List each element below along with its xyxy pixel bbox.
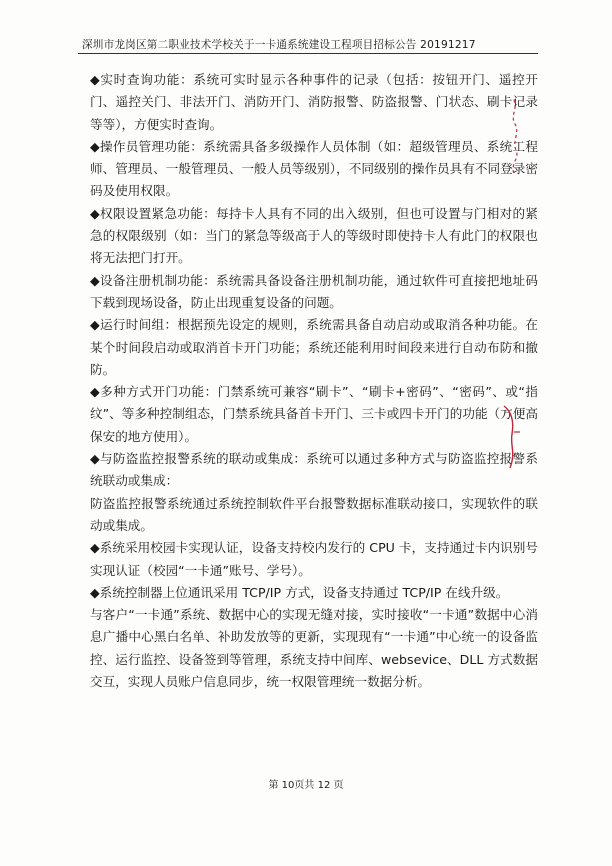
pen-mark-lower (498, 402, 524, 472)
paragraph-onecard-integration: 与客户“一卡通”系统、数据中心的实现无缝对接，实时接收“一卡通”数据中心消息广播中心黑白名单、补助发放等的更新，实现现有“一卡通”中心统一的设备监控、运行监控、设备签到等管理，系统支持中间库、websevice、DLL 方式数据交互，实现人员账户信息同步，统一权限管理统一数据分析。 (90, 607, 538, 690)
pen-mark-upper (500, 98, 526, 178)
page-header-title: 深圳市龙岗区第二职业技术学校关于一卡通系统建设工程项目招标公告 20191217 (82, 39, 476, 51)
paragraph-tcpip-upgrade: ◆系统控制器上位通讯采用 TCP/IP 方式，设备支持通过 TCP/IP 在线升级。 (90, 584, 509, 600)
document-body (90, 69, 538, 693)
page-number: 第 10页共 12 页 (268, 780, 344, 791)
paragraph-schedule-group: ◆运行时间组：根据预先设定的规则，系统需具备自动启动或取消各种功能。在某个时间段启动或取消首卡开门功能；系统还能利用时间段来进行自动布防和撤防。 (90, 317, 538, 377)
paragraph-alarm-integration: 防盗监控报警系统通过系统控制软件平台报警数据标准联动接口，实现软件的联动或集成。 (90, 495, 538, 533)
paragraph-operator-management: ◆操作员管理功能：系统需具备多级操作人员体制（如：超级管理员、系统工程师、管理员、一般管理员、一般人员等级别），不同级别的操作员具有不同登录密码及使用权限。 (90, 138, 538, 199)
paragraph-realtime-query: ◆实时查询功能：系统可实时显示各种事件的记录（包括：按钮开门、遥控开门、遥控关门、非法开门、消防开门、消防报警、防盗报警、门状态、刷卡记录等等），方便实时查询。 (90, 72, 538, 132)
paragraph-alarm-linkage: ◆与防盗监控报警系统的联动或集成：系统可以通过多种方式与防盗监控报警系统联动或集成： (90, 451, 538, 489)
paragraph-permission-emergency: ◆权限设置紧急功能：每持卡人具有不同的出入级别，但也可设置与门相对的紧急的权限级别（如：当门的紧急等级高于人的等级时即使持卡人有此门的权限也将无法把门打开。 (90, 205, 538, 266)
header-divider (78, 53, 538, 54)
paragraph-multi-open-methods: ◆多种方式开门功能：门禁系统可兼容“刷卡”、“刷卡+密码”、“密码”、或“指纹”、等多种控制组态，门禁系统具备首卡开门、三卡或四卡开门的功能（方便高保安的地方使用）。 (90, 384, 538, 444)
paragraph-campus-card-auth: ◆系统采用校园卡实现认证，设备支持校内发行的 CPU 卡，支持通过卡内识别号实现认证（校园“一卡通”账号、学号）。 (90, 540, 538, 578)
paragraph-device-registration: ◆设备注册机制功能：系统需具备设备注册机制功能，通过软件可直接把地址码下载到现场设备，防止出现重复设备的问题。 (90, 272, 538, 310)
